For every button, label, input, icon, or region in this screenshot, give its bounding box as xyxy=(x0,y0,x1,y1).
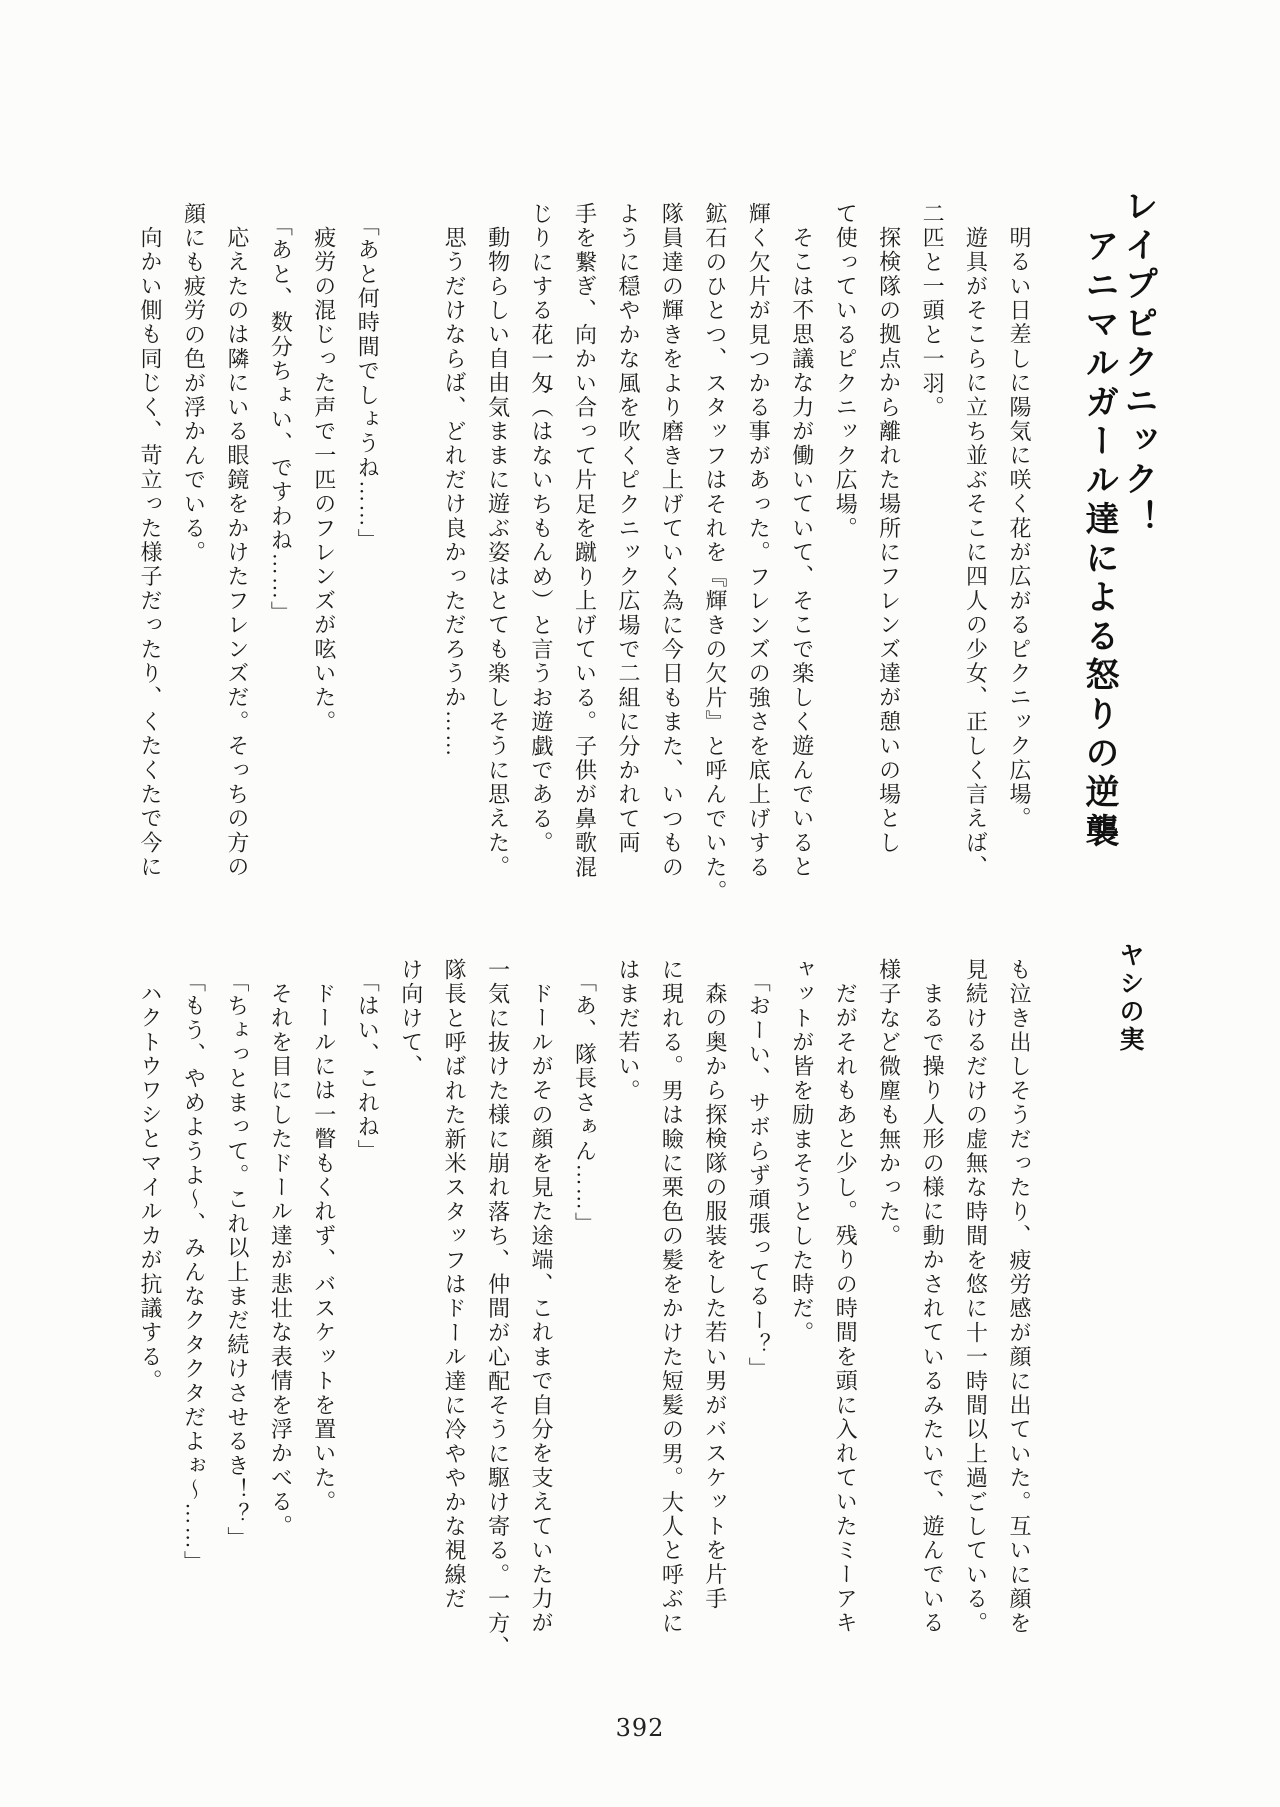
text-column: そこは不思議な力が働いていて、そこで楽しく遊んでいると xyxy=(789,226,815,880)
text-column: 明るい日差しに陽気に咲く花が広がるピクニック広場。 xyxy=(1007,226,1032,831)
text-column: 向かい側も同じく、苛立った様子だったり、くたくたで今に xyxy=(138,226,163,880)
text-column: 様子など微塵も無かった。 xyxy=(876,958,902,1249)
text-column: 「あ、隊長さぁん……」 xyxy=(572,970,598,1237)
text-column: に現れる。男は瞼に栗色の髪をかけた短髪の男。大人と呼ぶに xyxy=(659,958,685,1636)
text-column: 遊具がそこらに立ち並ぶそこに四人の少女、正しく言えば、 xyxy=(963,226,989,880)
text-column: 疲労の混じった声で一匹のフレンズが呟いた。 xyxy=(311,226,337,735)
text-column: 二匹と一頭と一羽。 xyxy=(920,202,946,420)
text-column: 隊員達の輝きをより磨き上げていく為に今日もまた、いつもの xyxy=(659,202,685,880)
text-column: 「あと何時間でしょうね……」 xyxy=(355,214,381,553)
text-column: ハクトウワシとマイルカが抗議する。 xyxy=(138,982,163,1394)
text-column: 隊長と呼ばれた新米スタッフはドール達に冷ややかな視線だ xyxy=(442,958,468,1612)
text-column: だがそれもあと少し。残りの時間を頭に入れていたミーアキ xyxy=(833,982,859,1636)
text-column: 動物らしい自由気ままに遊ぶ姿はとても楽しそうに思えた。 xyxy=(485,226,511,880)
text-column: 一気に抜けた様に崩れ落ち、仲間が心配そうに駆け寄る。一方、 xyxy=(485,958,511,1660)
text-column: ように穏やかな風を吹くピクニック広場で二組に分かれて両 xyxy=(615,202,641,856)
story-title-line-1: レイプピクニック！ xyxy=(1119,188,1156,539)
page-number: 392 xyxy=(615,1714,665,1742)
text-column: それを目にしたドール達が悲壮な表情を浮かべる。 xyxy=(268,982,294,1539)
text-column: て使っているピクニック広場。 xyxy=(833,202,859,541)
text-column: 見続けるだけの虚無な時間を悠に十一時間以上過ごしている。 xyxy=(963,958,989,1636)
text-column: 「もう、やめようよ～、みんなクタクタだよぉ～……」 xyxy=(181,970,207,1575)
author-name: ヤシの実 xyxy=(1116,942,1143,1054)
text-column: ドールがその顔を見た途端、これまで自分を支えていた力が xyxy=(529,982,555,1636)
text-column: まるで操り人形の様に動かされているみたいで、遊んでいる xyxy=(920,982,946,1636)
text-column: 手を繋ぎ、向かい合って片足を蹴り上げている。子供が鼻歌混 xyxy=(572,202,598,880)
text-column: 森の奥から探検隊の服装をした若い男がバスケットを片手 xyxy=(702,982,728,1612)
text-column: 探検隊の拠点から離れた場所にフレンズ達が憩いの場とし xyxy=(876,226,902,856)
text-column: け向けて、 xyxy=(398,958,424,1079)
text-column: 顔にも疲労の色が浮かんでいる。 xyxy=(181,202,207,565)
text-column: じりにする花一匁（はないちもんめ）と言うお遊戯である。 xyxy=(529,202,555,856)
text-column: 「はい、これね」 xyxy=(355,970,381,1164)
text-column: 応えたのは隣にいる眼鏡をかけたフレンズだ。そっちの方の xyxy=(224,226,250,880)
text-column: 「あと、数分ちょい、ですわね……」 xyxy=(268,214,294,626)
text-column: 「おーい、サボらず頑張ってるー？」 xyxy=(746,970,772,1382)
text-column: ャットが皆を励まそうとした時だ。 xyxy=(789,958,815,1346)
text-column: も泣き出しそうだったり、疲労感が顔に出ていた。互いに顔を xyxy=(1007,958,1032,1636)
text-column: 思うだけならば、どれだけ良かっただろうか…… xyxy=(442,226,468,759)
text-column: ドールには一瞥もくれず、バスケットを置いた。 xyxy=(311,982,337,1515)
story-title-line-2: アニマルガール達による怒りの逆襲 xyxy=(1080,228,1117,852)
text-column: 「ちょっとまって。これ以上まだ続けさせるき！？」 xyxy=(224,970,250,1551)
text-column: はまだ若い。 xyxy=(615,958,641,1104)
text-column: 輝く欠片が見つかる事があった。フレンズの強さを底上げする xyxy=(746,202,772,880)
text-column: 鉱石のひとつ、スタッフはそれを『輝きの欠片』と呼んでいた。 xyxy=(702,202,728,904)
